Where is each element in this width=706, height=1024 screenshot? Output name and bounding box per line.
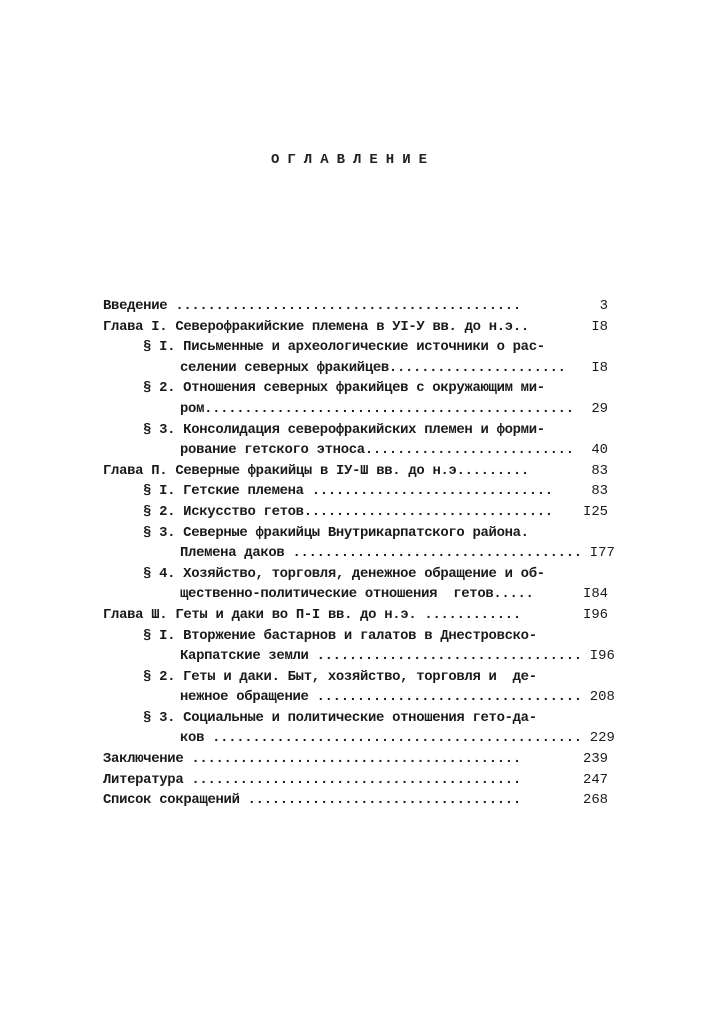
toc-entry-text: § 3. Консолидация северофракийских племен и форми- [143, 421, 545, 438]
toc-entry [103, 543, 615, 564]
toc-page-number: I77 [589, 545, 615, 562]
toc-entry [103, 420, 608, 441]
toc-page-number: 83 [591, 483, 608, 500]
toc-entry [103, 564, 608, 585]
toc-entry-text: Глава П. Северные фракийцы в IУ-Ш вв. до н.э......... [103, 462, 529, 479]
toc-entry [103, 626, 608, 647]
toc-page-number: I84 [582, 586, 608, 603]
toc-entry [103, 749, 608, 770]
toc-entry [103, 358, 608, 379]
toc-entry-text: ром.............................................. [180, 400, 574, 417]
toc-entry-text: Заключение ......................................... [103, 751, 521, 768]
toc-entry-text: § 3. Социальные и политические отношения гето-да- [143, 709, 537, 726]
toc-entry-text: Племена даков .................................... [180, 545, 582, 562]
toc-page-number: 229 [589, 730, 615, 747]
toc-page-number: 3 [599, 298, 608, 314]
toc-entry [103, 584, 608, 605]
toc-page-number: I96 [582, 606, 608, 623]
toc-page-number: I8 [591, 359, 608, 376]
toc-entry [103, 770, 608, 791]
toc-entry [103, 296, 608, 317]
toc-entry-text: § I. Вторжение бастарнов и галатов в Днестровско- [143, 627, 537, 644]
toc-title: ОГЛАВЛЕНИЕ [270, 152, 435, 168]
toc-page-number: I8 [591, 318, 608, 335]
toc-entry-text: Глава I. Северофракийские племена в УI-У вв. до н.э.. [103, 318, 529, 335]
toc-page-number: 239 [582, 751, 608, 768]
toc-entry-text: § 2. Отношения северных фракийцев с окружающим ми- [143, 380, 545, 397]
toc-entry-text: нежное обращение ................................. [180, 689, 582, 706]
toc-entry [103, 481, 608, 502]
toc-entry-text: ков .............................................. [180, 730, 582, 747]
toc-entry-text: Список сокращений .................................. [103, 792, 521, 809]
toc-entry [103, 646, 615, 667]
toc-entry [103, 502, 608, 523]
toc-entry-text: § 4. Хозяйство, торговля, денежное обращение и об- [143, 565, 545, 582]
toc-page-number: 247 [582, 771, 608, 788]
toc-entry-text: § 2. Искусство гетов............................... [143, 503, 553, 520]
toc-page-number: 40 [591, 442, 608, 459]
toc-entry [103, 337, 608, 358]
toc-page-number: I96 [589, 648, 615, 665]
toc-entry-text: рование гетского этноса.......................... [180, 442, 574, 459]
toc-entry-text: селении северных фракийцев...................... [180, 359, 566, 376]
toc-entry [103, 708, 608, 729]
toc-entry [103, 667, 608, 688]
toc-entry-text: Глава Ш. Геты и даки во П-I вв. до н.э. ............ [103, 606, 521, 623]
toc-entry-text: § I. Гетские племена .............................. [143, 483, 553, 500]
toc-entry-text: щественно-политические отношения гетов..... [180, 586, 534, 603]
toc-entry [103, 605, 608, 626]
toc-entry [103, 317, 608, 338]
toc-entry [103, 687, 615, 708]
toc-entry-text: § 2. Геты и даки. Быт, хозяйство, торговля и де- [143, 668, 537, 685]
toc-page-number: 268 [582, 792, 608, 809]
toc-page-number: 83 [591, 462, 608, 479]
toc-entry [103, 378, 608, 399]
table-of-contents [103, 296, 615, 811]
toc-entry-text: Введение ........................................... [103, 298, 521, 314]
toc-page-number: 29 [591, 400, 608, 417]
toc-entry-text: § 3. Северные фракийцы Внутрикарпатского района. [143, 524, 529, 541]
toc-entry [103, 523, 608, 544]
toc-entry-text: Литература ......................................... [103, 771, 521, 788]
toc-page-number: 208 [589, 689, 615, 706]
toc-entry [103, 399, 608, 420]
toc-entry-text: Карпатские земли ................................. [180, 648, 582, 665]
toc-entry [103, 728, 615, 749]
toc-entry [103, 440, 608, 461]
toc-entry [103, 790, 608, 811]
toc-entry-text: § I. Письменные и археологические источники о рас- [143, 339, 545, 356]
toc-page-number: I25 [582, 503, 608, 520]
toc-entry [103, 461, 608, 482]
